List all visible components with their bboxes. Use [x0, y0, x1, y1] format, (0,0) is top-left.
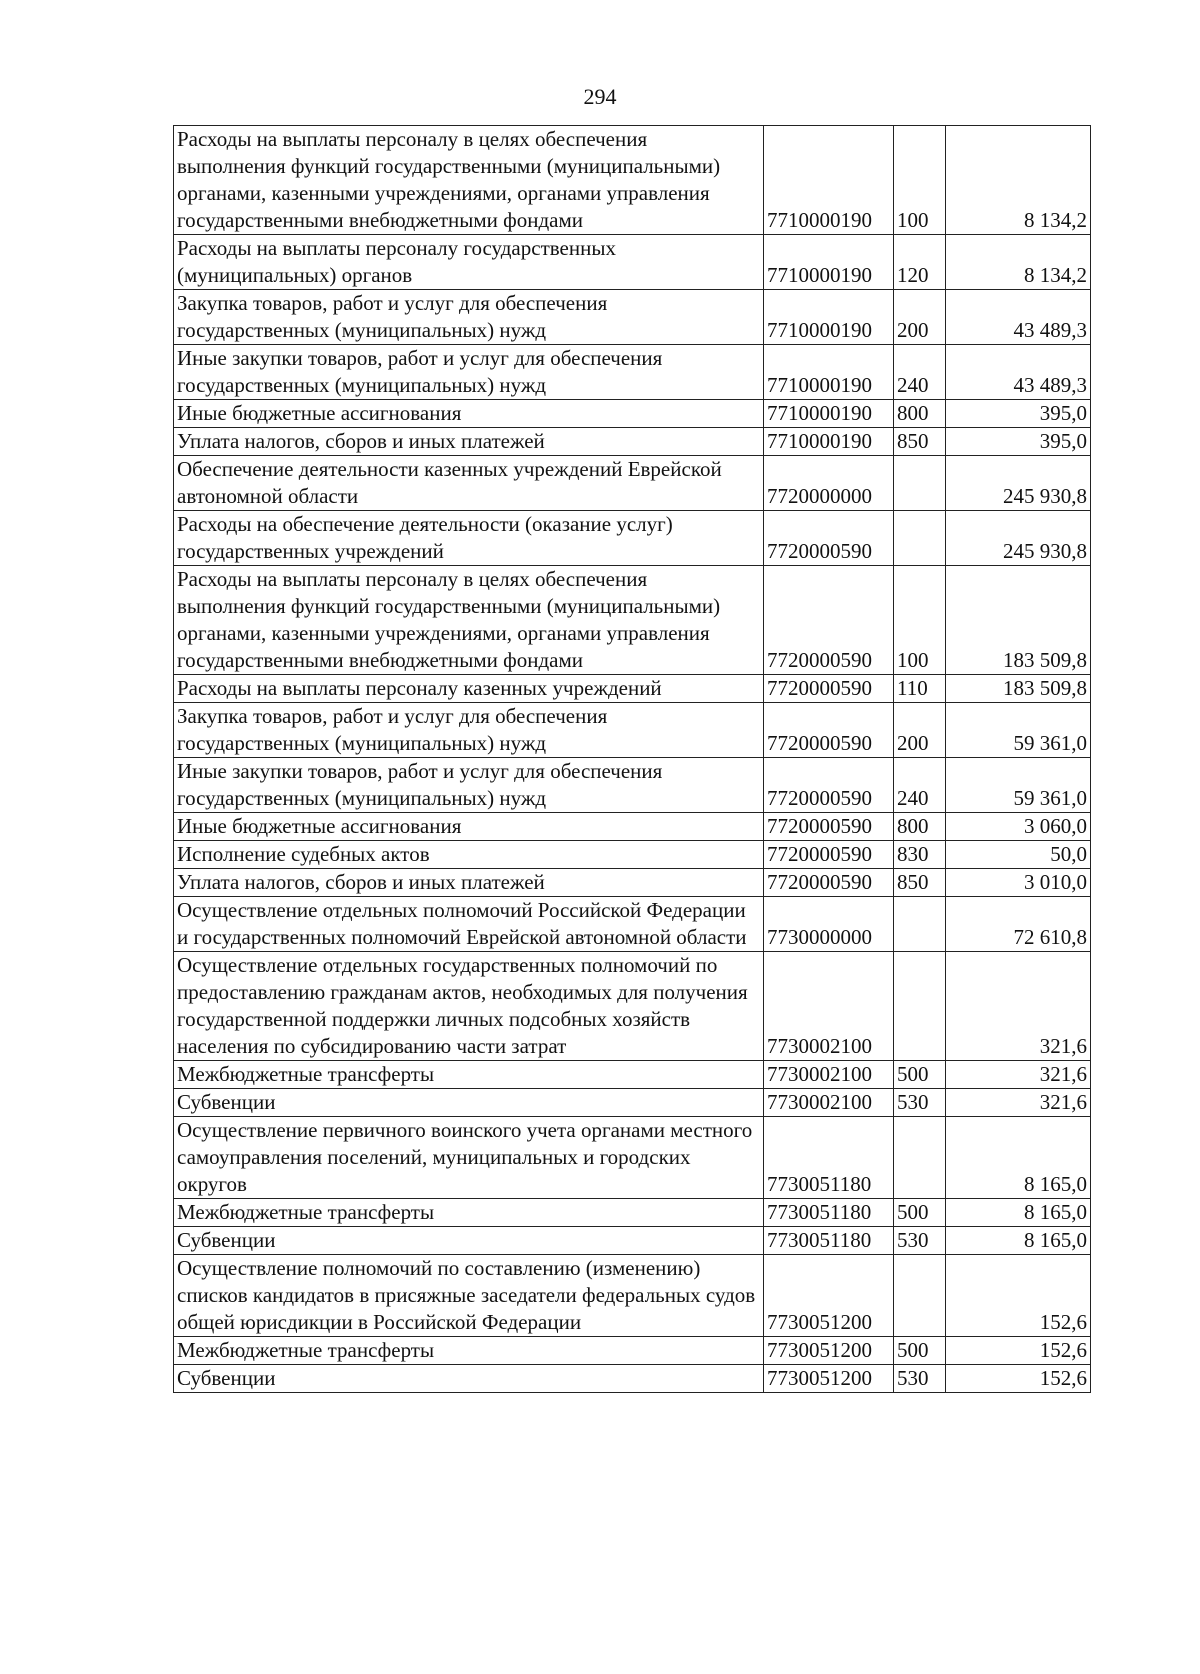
table-row [174, 1117, 1091, 1199]
row-target-code-cell: 7720000590 [764, 675, 894, 703]
row-target-code-cell: 7710000190 [764, 290, 894, 345]
table-row [174, 235, 1091, 290]
row-amount-cell: 395,0 [946, 400, 1091, 428]
row-name-cell: Расходы на выплаты персоналу в целях обеспечения выполнения функций государственными (муниципальными) органами, казенными учреждениями, органами управления государственными внебюджетными фондами [174, 566, 764, 675]
row-name-cell: Осуществление отдельных государственных полномочий по предоставлению гражданам актов, необходимых для получения государственной поддержки личных подсобных хозяйств населения по субсидированию части затрат [174, 952, 764, 1061]
table-row [174, 1337, 1091, 1365]
table-row [174, 841, 1091, 869]
row-target-code-cell: 7720000000 [764, 456, 894, 511]
row-amount-cell: 183 509,8 [946, 566, 1091, 675]
row-target-code-cell: 7710000190 [764, 235, 894, 290]
row-expense-type-cell: 800 [894, 400, 946, 428]
table-row [174, 400, 1091, 428]
row-amount-cell: 321,6 [946, 1089, 1091, 1117]
row-target-code-cell: 7720000590 [764, 813, 894, 841]
row-name-cell: Исполнение судебных актов [174, 841, 764, 869]
row-expense-type-cell [894, 897, 946, 952]
row-name-cell: Уплата налогов, сборов и иных платежей [174, 428, 764, 456]
row-amount-cell: 59 361,0 [946, 703, 1091, 758]
row-name-cell: Уплата налогов, сборов и иных платежей [174, 869, 764, 897]
table-row [174, 1061, 1091, 1089]
row-target-code-cell: 7720000590 [764, 758, 894, 813]
row-amount-cell: 43 489,3 [946, 345, 1091, 400]
row-amount-cell: 152,6 [946, 1255, 1091, 1337]
row-expense-type-cell: 200 [894, 290, 946, 345]
table-row [174, 1255, 1091, 1337]
row-target-code-cell: 7730051180 [764, 1227, 894, 1255]
row-target-code-cell: 7710000190 [764, 345, 894, 400]
row-expense-type-cell: 530 [894, 1365, 946, 1393]
table-row [174, 952, 1091, 1061]
table-row [174, 456, 1091, 511]
row-name-cell: Субвенции [174, 1365, 764, 1393]
row-name-cell: Иные закупки товаров, работ и услуг для обеспечения государственных (муниципальных) нужд [174, 345, 764, 400]
row-target-code-cell: 7720000590 [764, 703, 894, 758]
row-amount-cell: 245 930,8 [946, 511, 1091, 566]
row-amount-cell: 8 165,0 [946, 1227, 1091, 1255]
budget-table-body [174, 126, 1091, 1393]
row-name-cell: Межбюджетные трансферты [174, 1199, 764, 1227]
row-expense-type-cell [894, 456, 946, 511]
row-name-cell: Закупка товаров, работ и услуг для обеспечения государственных (муниципальных) нужд [174, 703, 764, 758]
row-expense-type-cell [894, 1117, 946, 1199]
table-row [174, 675, 1091, 703]
row-expense-type-cell [894, 511, 946, 566]
table-row [174, 758, 1091, 813]
table-row [174, 126, 1091, 235]
table-row [174, 1199, 1091, 1227]
row-expense-type-cell: 530 [894, 1089, 946, 1117]
table-row [174, 869, 1091, 897]
row-name-cell: Субвенции [174, 1227, 764, 1255]
row-target-code-cell: 7720000590 [764, 566, 894, 675]
row-name-cell: Расходы на выплаты персоналу казенных учреждений [174, 675, 764, 703]
row-amount-cell: 3 010,0 [946, 869, 1091, 897]
row-name-cell: Закупка товаров, работ и услуг для обеспечения государственных (муниципальных) нужд [174, 290, 764, 345]
row-amount-cell: 50,0 [946, 841, 1091, 869]
row-amount-cell: 3 060,0 [946, 813, 1091, 841]
row-target-code-cell: 7720000590 [764, 869, 894, 897]
row-amount-cell: 59 361,0 [946, 758, 1091, 813]
row-name-cell: Обеспечение деятельности казенных учреждений Еврейской автономной области [174, 456, 764, 511]
row-name-cell: Иные бюджетные ассигнования [174, 400, 764, 428]
table-row [174, 897, 1091, 952]
row-expense-type-cell: 500 [894, 1061, 946, 1089]
row-name-cell: Межбюджетные трансферты [174, 1061, 764, 1089]
table-row [174, 511, 1091, 566]
row-name-cell: Осуществление первичного воинского учета органами местного самоуправления поселений, муниципальных и городских округов [174, 1117, 764, 1199]
row-target-code-cell: 7730051180 [764, 1199, 894, 1227]
row-expense-type-cell: 240 [894, 345, 946, 400]
table-row [174, 566, 1091, 675]
row-expense-type-cell [894, 952, 946, 1061]
table-row [174, 1365, 1091, 1393]
row-amount-cell: 72 610,8 [946, 897, 1091, 952]
row-amount-cell: 152,6 [946, 1365, 1091, 1393]
row-target-code-cell: 7730051200 [764, 1337, 894, 1365]
row-amount-cell: 8 165,0 [946, 1199, 1091, 1227]
row-target-code-cell: 7730002100 [764, 1089, 894, 1117]
table-row [174, 703, 1091, 758]
row-name-cell: Межбюджетные трансферты [174, 1337, 764, 1365]
table-row [174, 290, 1091, 345]
row-expense-type-cell: 100 [894, 126, 946, 235]
row-expense-type-cell: 530 [894, 1227, 946, 1255]
row-target-code-cell: 7730051200 [764, 1255, 894, 1337]
row-expense-type-cell: 240 [894, 758, 946, 813]
row-target-code-cell: 7720000590 [764, 511, 894, 566]
table-row [174, 1227, 1091, 1255]
row-target-code-cell: 7720000590 [764, 841, 894, 869]
row-expense-type-cell: 800 [894, 813, 946, 841]
row-amount-cell: 8 165,0 [946, 1117, 1091, 1199]
row-expense-type-cell: 830 [894, 841, 946, 869]
row-target-code-cell: 7710000190 [764, 428, 894, 456]
table-row [174, 1089, 1091, 1117]
row-expense-type-cell: 850 [894, 869, 946, 897]
row-amount-cell: 395,0 [946, 428, 1091, 456]
row-name-cell: Осуществление полномочий по составлению (изменению) списков кандидатов в присяжные заседатели федеральных судов общей юрисдикции в Российской Федерации [174, 1255, 764, 1337]
row-target-code-cell: 7730002100 [764, 1061, 894, 1089]
row-target-code-cell: 7730000000 [764, 897, 894, 952]
row-amount-cell: 152,6 [946, 1337, 1091, 1365]
row-expense-type-cell: 500 [894, 1337, 946, 1365]
budget-table [173, 125, 1091, 1393]
table-row [174, 813, 1091, 841]
row-amount-cell: 321,6 [946, 952, 1091, 1061]
row-expense-type-cell: 500 [894, 1199, 946, 1227]
row-target-code-cell: 7710000190 [764, 126, 894, 235]
row-name-cell: Расходы на выплаты персоналу в целях обеспечения выполнения функций государственными (муниципальными) органами, казенными учреждениями, органами управления государственными внебюджетными фондами [174, 126, 764, 235]
row-expense-type-cell: 850 [894, 428, 946, 456]
row-expense-type-cell: 200 [894, 703, 946, 758]
row-name-cell: Иные бюджетные ассигнования [174, 813, 764, 841]
row-amount-cell: 183 509,8 [946, 675, 1091, 703]
row-target-code-cell: 7730002100 [764, 952, 894, 1061]
row-name-cell: Расходы на выплаты персоналу государственных (муниципальных) органов [174, 235, 764, 290]
row-amount-cell: 8 134,2 [946, 235, 1091, 290]
table-row [174, 345, 1091, 400]
row-name-cell: Расходы на обеспечение деятельности (оказание услуг) государственных учреждений [174, 511, 764, 566]
row-amount-cell: 321,6 [946, 1061, 1091, 1089]
row-expense-type-cell [894, 1255, 946, 1337]
row-name-cell: Осуществление отдельных полномочий Российской Федерации и государственных полномочий Еврейской автономной области [174, 897, 764, 952]
row-target-code-cell: 7730051180 [764, 1117, 894, 1199]
row-name-cell: Субвенции [174, 1089, 764, 1117]
row-target-code-cell: 7730051200 [764, 1365, 894, 1393]
row-expense-type-cell: 110 [894, 675, 946, 703]
page-number: 294 [583, 84, 617, 109]
row-name-cell: Иные закупки товаров, работ и услуг для обеспечения государственных (муниципальных) нужд [174, 758, 764, 813]
row-amount-cell: 8 134,2 [946, 126, 1091, 235]
row-amount-cell: 245 930,8 [946, 456, 1091, 511]
row-target-code-cell: 7710000190 [764, 400, 894, 428]
row-expense-type-cell: 100 [894, 566, 946, 675]
row-expense-type-cell: 120 [894, 235, 946, 290]
row-amount-cell: 43 489,3 [946, 290, 1091, 345]
table-row [174, 428, 1091, 456]
